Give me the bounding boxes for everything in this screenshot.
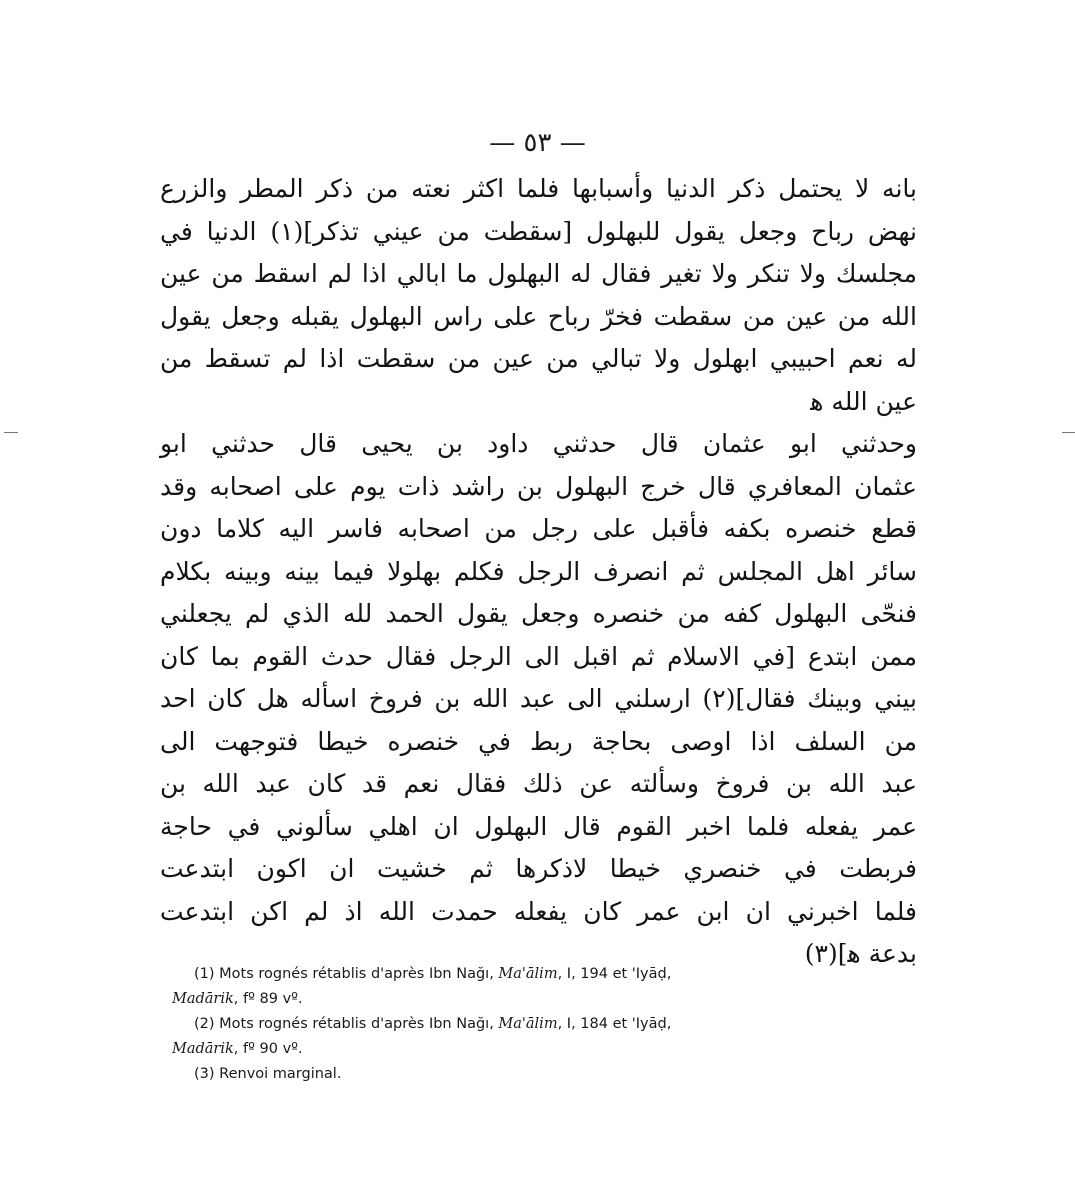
- footnote-title: Madārik: [172, 991, 234, 1007]
- text-line: عثمان المعافري قال خرج البهلول بن راشد ذات يوم على اصحابه وقد: [160, 471, 917, 501]
- text-line: عين الله ﻫ: [810, 386, 917, 416]
- footnote-number: (1): [194, 966, 215, 982]
- footnote-number: (3): [194, 1066, 215, 1082]
- text-line: سائر اهل المجلس ثم انصرف الرجل فكلم بهلولا فيما بينه وبينه بكلام: [160, 556, 917, 586]
- text-line: عمر يفعله فلما اخبر القوم قال البهلول ان اهلي سألوني في حاجة: [160, 811, 917, 841]
- footnote-2: [172, 1012, 947, 1037]
- text-line: قطع خنصره بكفه فأقبل على رجل من اصحابه فاسر اليه كلاما دون: [160, 514, 917, 543]
- footnote-1: [172, 962, 947, 987]
- text-line: بانه لا يحتمل ذكر الدنيا وأسبابها فلما اكثر نعته من ذكر المطر والزرع: [160, 174, 917, 203]
- footnote-reference: , fº 89 vº.: [233, 991, 303, 1007]
- footnote-title: Madārik: [172, 1041, 234, 1057]
- footnote-text: Renvoi marginal.: [219, 1066, 342, 1082]
- text-line: مجلسك ولا تنكر ولا تغير فقال له البهلول ما ابالي اذا لم اسقط من عين: [160, 259, 917, 288]
- text-line: فربطت في خنصري خيطا لاذكرها ثم خشيت ان اكون ابتدعت: [160, 854, 917, 883]
- footnote-2-continued: [172, 1037, 947, 1062]
- text-line: ممن ابتدع [في الاسلام ثم اقبل الى الرجل فقال حدث القوم بما كان: [160, 641, 917, 671]
- footnote-1-continued: [172, 987, 947, 1012]
- footnote-3: [172, 1062, 947, 1087]
- text-line: فنحّى البهلول كفه من خنصره وجعل يقول الحمد لله الذي لم يجعلني: [160, 599, 917, 628]
- footnote-text: Mots rognés rétablis d'après Ibn Nağı,: [219, 966, 494, 982]
- arabic-text-body: [160, 168, 917, 976]
- text-line: الله من عين من سقطت فخرّ رباح على راس البهلول يقبله وجعل يقول: [160, 301, 917, 331]
- footnote-number: (2): [194, 1016, 215, 1032]
- text-line: عبد الله بن فروخ وسألته عن ذلك فقال نعم قد كان عبد الله بن: [160, 769, 917, 798]
- margin-mark-right: [1062, 432, 1075, 433]
- margin-mark-left: [4, 432, 18, 433]
- footnotes: [172, 962, 947, 1087]
- footnote-title: Ma'ālim: [498, 1016, 558, 1032]
- footnote-text: Mots rognés rétablis d'après Ibn Nağı,: [219, 1016, 494, 1032]
- footnote-reference: , I, 184 et 'Iyāḍ,: [557, 1016, 672, 1032]
- text-line: بيني وبينك فقال](٢) ارسلني الى عبد الله بن فروخ اسأله هل كان احد: [160, 684, 917, 713]
- footnote-title: Ma'ālim: [498, 966, 558, 982]
- footnote-reference: , I, 194 et 'Iyāḍ,: [557, 966, 672, 982]
- text-line: بدعة ﻫ](٣): [804, 939, 917, 968]
- text-line: له نعم احبيبي ابهلول ولا تبالي من عين من سقطت اذا لم تسقط من: [160, 344, 917, 373]
- text-line: نهض رباح وجعل يقول للبهلول [سقطت من عيني تذكر](١) الدنيا في: [160, 216, 917, 246]
- text-line: من السلف اذا اوصى بحاجة ربط في خنصره خيطا فتوجهت الى: [160, 726, 917, 756]
- text-line: وحدثني ابو عثمان قال حدثني داود بن يحيى قال حدثني ابو: [160, 429, 917, 458]
- footnote-reference: , fº 90 vº.: [233, 1041, 303, 1057]
- text-line: فلما اخبرني ان ابن عمر كان يفعله حمدت الله اذ لم اكن ابتدعت: [160, 896, 917, 926]
- page-number: — ٥٣ —: [489, 128, 586, 158]
